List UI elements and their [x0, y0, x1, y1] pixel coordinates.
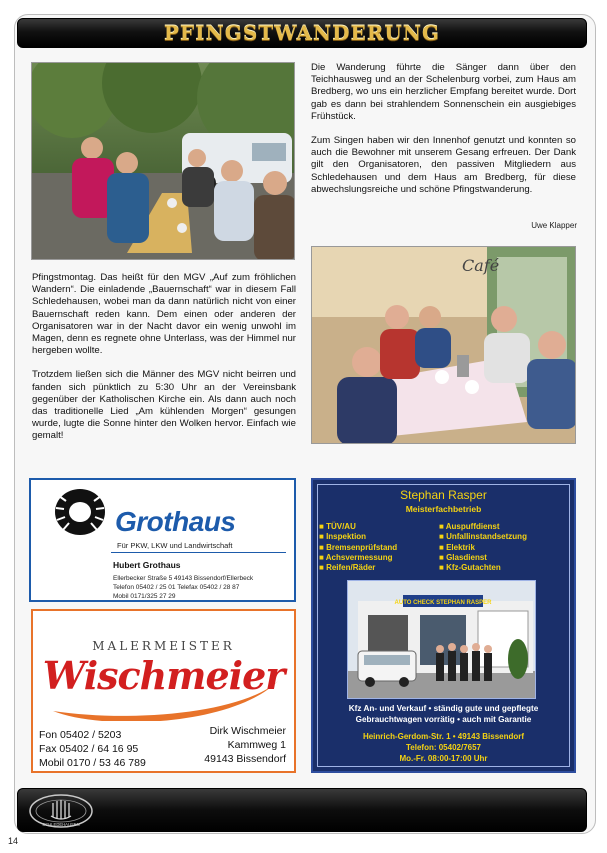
- wischmeier-mobil: Mobil 0170 / 53 46 789: [39, 757, 146, 769]
- footer-banner: [17, 788, 587, 832]
- wischmeier-fax: Fax 05402 / 64 16 95: [39, 743, 139, 755]
- cafe-sign-text: Café: [462, 256, 500, 275]
- grothaus-address: Ellerbecker Straße 5 49143 Bissendorf/Ellerbeck: [113, 575, 254, 582]
- wischmeier-tagline: MALERMEISTER: [92, 639, 235, 653]
- rasper-address: Heinrich-Gerdom-Str. 1 • 49143 Bissendorf: [362, 732, 525, 741]
- rasper-sales-line2: Gebrauchtwagen vorrätig • auch mit Garantie: [355, 715, 532, 724]
- service-item: ■ Kfz-Gutachten: [439, 563, 501, 573]
- article-paragraph: Die Wanderung führte die Sänger dann über den Teichhausweg und an der Schelenburg vorbei, zum Haus am Bredberg, wo uns ein herzlicher Empfang bereitet wurde. Dort gab es dann bei strahlendem Sonnenschein ein ausgiebiges Frühstück.: [311, 62, 576, 122]
- service-list-right: [439, 522, 527, 573]
- service-item: ■ Auspuffdienst: [439, 522, 500, 531]
- page-title: PFINGSTWANDERUNG: [163, 21, 441, 45]
- workshop-photo: [347, 580, 536, 699]
- rasper-title: Stephan Rasper: [400, 488, 487, 502]
- rasper-ad: [311, 478, 576, 773]
- service-item: ■ Inspektion: [319, 532, 367, 542]
- author-credit: Uwe Klapper: [531, 221, 577, 230]
- divider: [111, 552, 286, 553]
- article-paragraph: Zum Singen haben wir den Innenhof genutzt und konnten so auch die Bewohner mit unserem Gesang erfreuen. Der Dank gilt den Organisatoren, den passiven Mitgliedern aus Schledehausen und dem Haus am Bredberg, für diese abwechslungsreiche und schöne Pfingstwanderung.: [311, 135, 576, 195]
- outdoor-breakfast-photo: [31, 62, 295, 260]
- grothaus-mobile: Mobil 0171/325 27 29: [113, 593, 176, 600]
- rasper-sales-line1: Kfz An- und Verkauf • ständig gute und gepflegte: [348, 704, 539, 713]
- wischmeier-street: Kammweg 1: [227, 739, 286, 751]
- rasper-phone: Telefon: 05402/7657: [405, 743, 481, 752]
- wischmeier-city: 49143 Bissendorf: [204, 753, 286, 765]
- wischmeier-owner: Dirk Wischmeier: [209, 725, 286, 737]
- service-item: ■ Unfallinstandsetzung: [439, 532, 527, 542]
- service-item: ■ Elektrik: [439, 542, 475, 552]
- rasper-subtitle: Meisterfachbetrieb: [405, 504, 482, 514]
- grothaus-subtitle: Für PKW, LKW und Landwirtschaft: [117, 541, 233, 550]
- service-item: ■ Achsvermessung: [319, 552, 393, 562]
- article-left-column: [32, 272, 296, 455]
- article-right-column: [311, 62, 576, 208]
- service-item: ■ Glasdienst: [439, 552, 487, 562]
- service-item: ■ Bremsenprüfstand: [319, 542, 398, 552]
- wischmeier-ad: [31, 609, 296, 773]
- article-paragraph: Trotzdem ließen sich die Männer des MGV nicht beirren und fanden sich pünktlich zu 5:30 Uhr an der Vereinsbank gegenüber der Katholischen Kirche ein. Als dann auch noch das traditionelle Lied „Am kühlenden Morgen“ gesungen wurde, lugte die Sonne hinter den Wolken hervor. Einfach wie gemalt!: [32, 369, 296, 442]
- title-banner: [17, 18, 587, 48]
- wischmeier-logo-text: Wischmeier: [42, 653, 285, 698]
- grothaus-phone: Telefon 05402 / 25 01 Telefax 05402 / 28 87: [113, 584, 240, 591]
- service-list-left: [319, 522, 397, 573]
- service-item: ■ Reifen/Räder: [319, 563, 376, 573]
- club-logo-icon: [26, 792, 96, 830]
- grothaus-person: Hubert Grothaus: [113, 560, 181, 570]
- cafe-table-photo: [311, 246, 576, 444]
- wischmeier-fon: Fon 05402 / 5203: [39, 729, 122, 741]
- workshop-sign: AUTO CHECK STEPHAN RASPER: [394, 600, 492, 606]
- article-paragraph: Pfingstmontag. Das heißt für den MGV „Auf zum fröhlichen Wandern“. Die einladende „Bauernschaft“ war in diesem Fall Schledehausen, wobei man da dann natürlich nicht von einer Bauernschaft reden kann. Dem einen oder anderen der Organisatoren war in der Nacht davor ein wenig unwohl im Magen, denn es regnete ohne Unterlass, was der Himmel nur hergeben wollte.: [32, 272, 296, 357]
- grothaus-logo-text: Grothaus: [115, 506, 236, 537]
- rasper-hours: Mo.-Fr. 08:00-17:00 Uhr: [399, 754, 488, 763]
- service-item: ■ TÜV/AU: [319, 522, 356, 531]
- grothaus-ad: [29, 478, 296, 602]
- club-logo-text: SCHLEDEHAUSEN: [42, 822, 80, 827]
- tire-icon: [53, 486, 107, 536]
- page-number: 14: [8, 836, 19, 846]
